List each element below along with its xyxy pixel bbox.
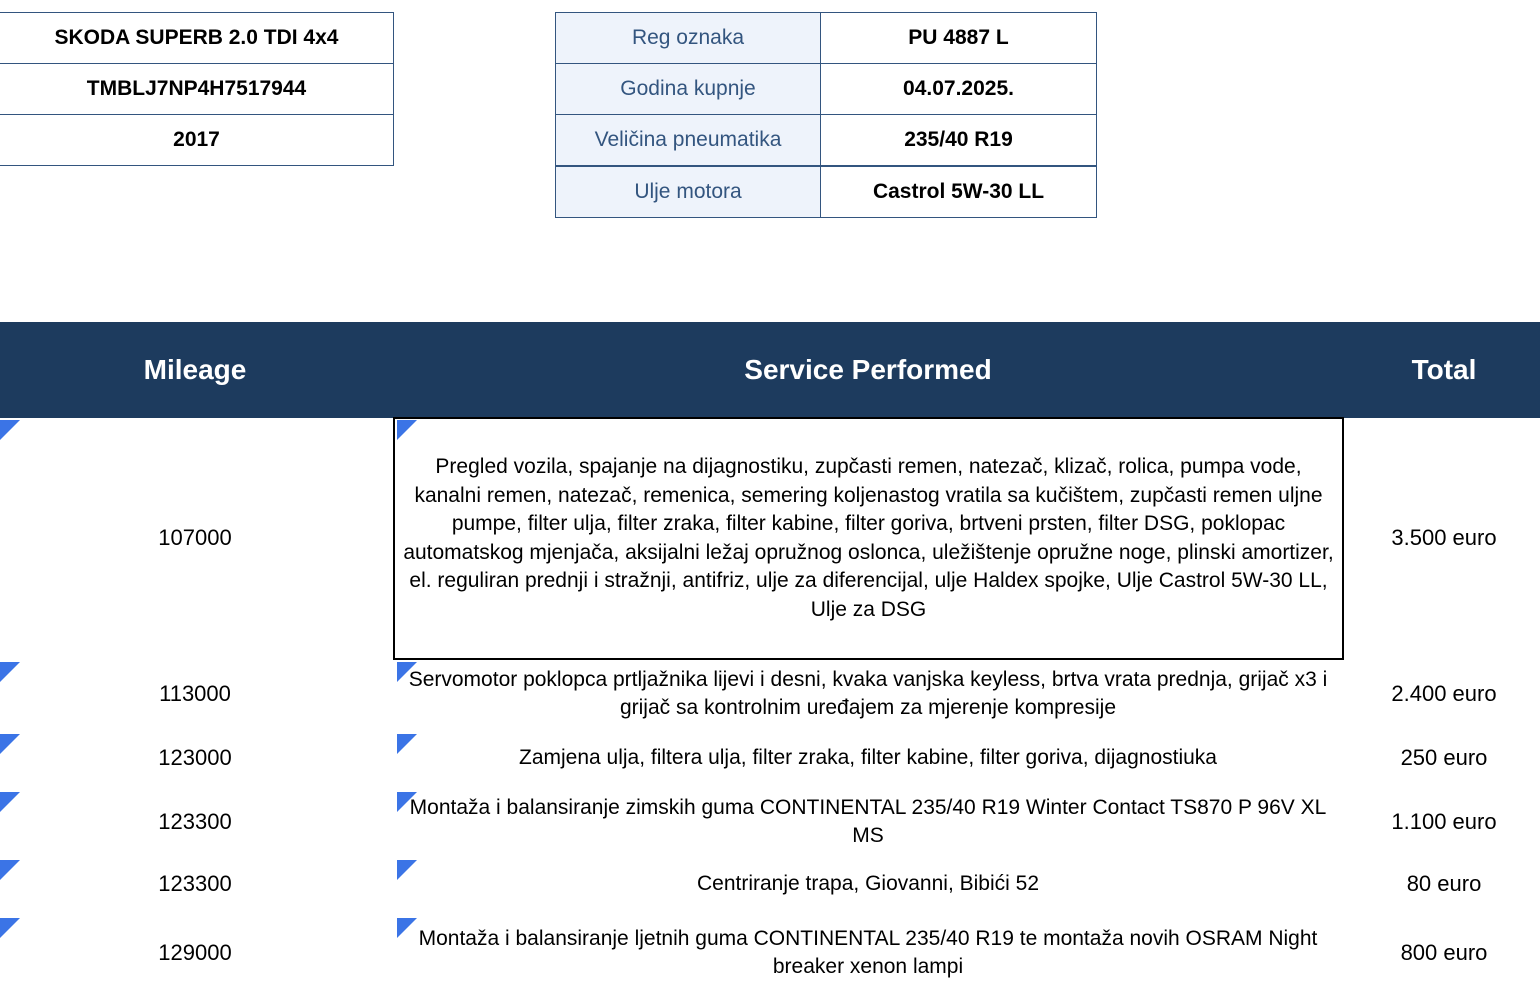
info-label-purchase-date[interactable]: Godina kupnje	[555, 63, 821, 115]
service-cell[interactable]: Centriranje trapa, Giovanni, Bibići 52	[696, 871, 1039, 895]
header-service[interactable]: Service Performed	[744, 354, 992, 385]
comment-marker-icon[interactable]	[397, 918, 417, 938]
comment-marker-icon[interactable]	[397, 792, 417, 812]
info-value-tire-size[interactable]: 235/40 R19	[820, 114, 1097, 166]
service-table-header	[0, 322, 1540, 418]
vehicle-vin-cell[interactable]: TMBLJ7NP4H7517944	[0, 63, 394, 115]
vehicle-year-cell[interactable]: 2017	[0, 114, 394, 166]
service-cell[interactable]: Montaža i balansiranje zimskih guma CONTINENTAL 235/40 R19 Winter Contact TS870 P 96V XL MS	[409, 795, 1327, 847]
service-cell-selected[interactable]: Pregled vozila, spajanje na dijagnostiku, zupčasti remen, natezač, klizač, rolica, pumpa vode, kanalni remen, natezač, remenica, semering koljenastog vratila sa kučištem, zupčasti remen uljne pumpe, filter ulja, filter zraka, filter kabine, filter goriva, brtveni prsten, filter DSG, poklopac automatskog mjenjača, aksijalni ležaj opružnog oslonca, uležištenje opružne noge, plinski amortizer, el. reguliran prednji i stražnji, antifriz, ulje za diferencijal, ulje Haldex spojke, Ulje Castrol 5W-30 LL, Ulje za DSG	[393, 417, 1344, 660]
header-total[interactable]: Total	[1411, 354, 1477, 385]
info-label-engine-oil[interactable]: Ulje motora	[555, 166, 821, 218]
mileage-cell[interactable]: 129000	[158, 940, 232, 965]
mileage-cell[interactable]: 107000	[158, 525, 232, 550]
header-mileage[interactable]: Mileage	[143, 354, 247, 385]
service-cell[interactable]: Montaža i balansiranje ljetnih guma CONTINENTAL 235/40 R19 te montaža novih OSRAM Night breaker xenon lampi	[418, 926, 1318, 978]
comment-marker-icon[interactable]	[0, 918, 20, 938]
comment-marker-icon[interactable]	[397, 734, 417, 754]
comment-marker-icon[interactable]	[0, 860, 20, 880]
service-cell[interactable]: Zamjena ulja, filtera ulja, filter zraka, filter kabine, filter goriva, dijagnostiuka	[519, 745, 1217, 769]
comment-marker-icon[interactable]	[397, 420, 417, 440]
mileage-cell[interactable]: 123300	[158, 809, 232, 834]
comment-marker-icon[interactable]	[0, 734, 20, 754]
comment-marker-icon[interactable]	[0, 420, 20, 440]
comment-marker-icon[interactable]	[397, 662, 417, 682]
mileage-cell[interactable]: 123000	[158, 745, 232, 770]
total-cell[interactable]: 2.400 euro	[1391, 681, 1497, 706]
info-value-purchase-date[interactable]: 04.07.2025.	[820, 63, 1097, 115]
total-cell[interactable]: 3.500 euro	[1391, 525, 1497, 550]
info-label-tire-size[interactable]: Veličina pneumatika	[555, 114, 821, 166]
total-cell[interactable]: 80 euro	[1406, 871, 1482, 896]
total-cell[interactable]: 1.100 euro	[1391, 809, 1497, 834]
info-label-reg[interactable]: Reg oznaka	[555, 12, 821, 64]
info-value-engine-oil[interactable]: Castrol 5W-30 LL	[820, 166, 1097, 218]
mileage-cell[interactable]: 113000	[159, 681, 231, 706]
total-cell[interactable]: 250 euro	[1400, 745, 1488, 770]
comment-marker-icon[interactable]	[0, 792, 20, 812]
comment-marker-icon[interactable]	[0, 662, 20, 682]
total-cell[interactable]: 800 euro	[1400, 940, 1488, 965]
vehicle-model-cell[interactable]: SKODA SUPERB 2.0 TDI 4x4	[0, 12, 394, 64]
comment-marker-icon[interactable]	[397, 860, 417, 880]
service-cell[interactable]: Servomotor poklopca prtljažnika lijevi i desni, kvaka vanjska keyless, brtva vrata prednja, grijač x3 i grijač sa kontrolnim uređajem za mjerenje kompresije	[408, 667, 1328, 719]
info-value-reg[interactable]: PU 4887 L	[820, 12, 1097, 64]
mileage-cell[interactable]: 123300	[158, 871, 232, 896]
